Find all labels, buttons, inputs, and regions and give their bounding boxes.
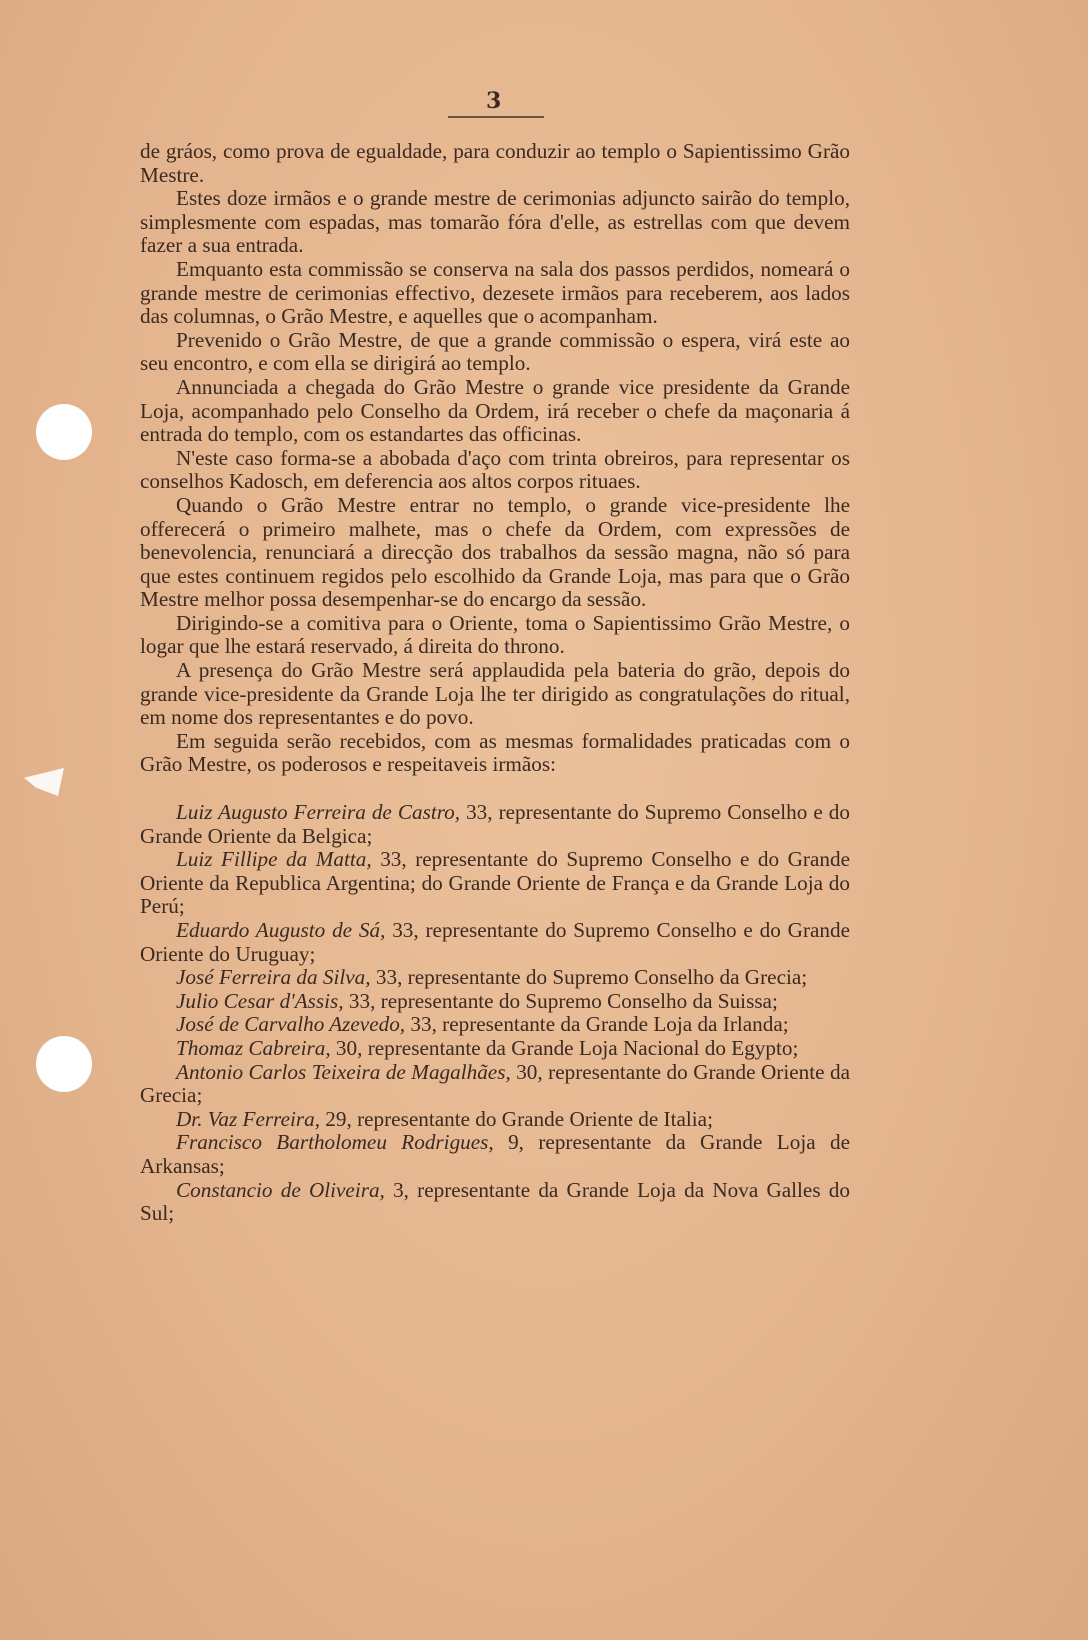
paragraph-list — [140, 140, 850, 777]
representative-name: Dr. Vaz Ferreira, — [176, 1106, 320, 1131]
representative-name: Eduardo Augusto de Sá, — [176, 918, 386, 942]
representative-name: Constancio de Oliveira, — [176, 1177, 385, 1202]
paragraph: Prevenido o Grão Mestre, de que a grande commissão o espera, virá este ao seu encontro, e com ella se dirigirá ao templo. — [140, 327, 850, 376]
representative-entry — [140, 801, 850, 848]
body-text — [140, 140, 850, 1226]
representative-role: 9, representante da Grande Loja de Arkansas; — [140, 1130, 850, 1178]
paragraph: N'este caso forma-se a abobada d'aço com trinta obreiros, para representar os conselhos Kadosch, em deferencia aos altos corpos rituaes. — [140, 445, 850, 494]
representative-role: 29, representante do Grande Oriente de Italia; — [320, 1106, 713, 1131]
representative-name: Julio Cesar d'Assis, — [176, 988, 344, 1013]
representative-entry — [140, 990, 850, 1014]
representative-entry — [140, 848, 850, 919]
representative-entry — [140, 919, 850, 966]
representative-entry — [140, 1013, 850, 1037]
representative-role: 33, representante do Supremo Conselho e do Grande Oriente do Uruguay; — [140, 918, 850, 966]
paragraph: A presença do Grão Mestre será applaudida pela bateria do grão, depois do grande vice-presidente da Grande Loja lhe ter dirigido as congratulações do ritual, em nome dos representantes e do povo. — [140, 658, 850, 730]
representative-entry — [140, 1037, 850, 1061]
representative-name: Francisco Bartholomeu Rodrigues, — [176, 1130, 494, 1155]
header-rule — [448, 116, 544, 118]
paragraph: Em seguida serão recebidos, com as mesmas formalidades praticadas com o Grão Mestre, os poderosos e respeitaveis irmãos: — [140, 728, 850, 777]
representative-role: 33, representante do Supremo Conselho e do Grande Oriente da Republica Argentina; do Grande Oriente de França e da Grande Loja do Perú; — [140, 847, 850, 919]
paragraph: Annunciada a chegada do Grão Mestre o grande vice presidente da Grande Loja, acompanhado pelo Conselho da Ordem, irá receber o chefe da maçonaria á entrada do templo, com os estandartes das officinas. — [140, 374, 850, 447]
representative-name: Antonio Carlos Teixeira de Magalhães, — [176, 1059, 511, 1084]
representative-name: Thomaz Cabreira, — [176, 1035, 331, 1060]
representative-entry — [140, 1131, 850, 1178]
representative-role: 33, representante da Grande Loja da Irlanda; — [405, 1012, 789, 1037]
representative-role: 30, representante do Grande Oriente da Grecia; — [140, 1059, 850, 1108]
representative-role: 30, representante da Grande Loja Nacional do Egypto; — [330, 1035, 799, 1060]
representatives-list — [140, 801, 850, 1226]
page-number: 3 — [486, 88, 502, 114]
paragraph: Emquanto esta commissão se conserva na sala dos passos perdidos, nomeará o grande mestre de cerimonias effectivo, dezesete irmãos para receberem, aos lados das columnas, o Grão Mestre, e aquelles que o acompanham. — [140, 256, 850, 329]
representative-entry — [140, 1108, 850, 1132]
representative-name: Luiz Augusto Ferreira de Castro, — [176, 800, 461, 825]
representative-name: Luiz Fillipe da Matta, — [176, 847, 372, 872]
representative-role: 33, representante do Supremo Conselho e do Grande Oriente da Belgica; — [140, 800, 850, 848]
representative-entry — [140, 966, 850, 990]
representative-role: 3, representante da Grande Loja da Nova Galles do Sul; — [140, 1177, 850, 1226]
representative-entry — [140, 1061, 850, 1108]
paragraph: de gráos, como prova de egualdade, para conduzir ao templo o Sapientissimo Grão Mestre. — [140, 139, 850, 187]
paper-tear — [24, 768, 64, 796]
punch-hole — [36, 404, 92, 460]
paragraph: Quando o Grão Mestre entrar no templo, o grande vice-presidente lhe offerecerá o primeiro malhete, mas o chefe da Ordem, com expressões de benevolencia, renunciará a direcção dos trabalhos da sessão magna, não só para que estes continuem regidos pelo escolhido da Grande Loja, mas para que o Grão Mestre melhor possa desempenhar-se do encargo da sessão. — [140, 492, 850, 612]
representative-name: José Ferreira da Silva, — [176, 965, 371, 990]
representative-role: 33, representante do Supremo Conselho da Suissa; — [343, 988, 778, 1013]
representative-name: José de Carvalho Azevedo, — [176, 1012, 406, 1037]
representative-role: 33, representante do Supremo Conselho da Grecia; — [370, 965, 808, 990]
paragraph: Estes doze irmãos e o grande mestre de cerimonias adjuncto sairão do templo, simplesmente com espadas, mas tomarão fóra d'elle, as estrellas com que devem fazer a sua entrada. — [140, 186, 850, 258]
paragraph: Dirigindo-se a comitiva para o Oriente, toma o Sapientissimo Grão Mestre, o logar que lhe estará reservado, á direita do throno. — [140, 610, 850, 659]
representative-entry — [140, 1179, 850, 1226]
punch-hole — [36, 1036, 92, 1092]
